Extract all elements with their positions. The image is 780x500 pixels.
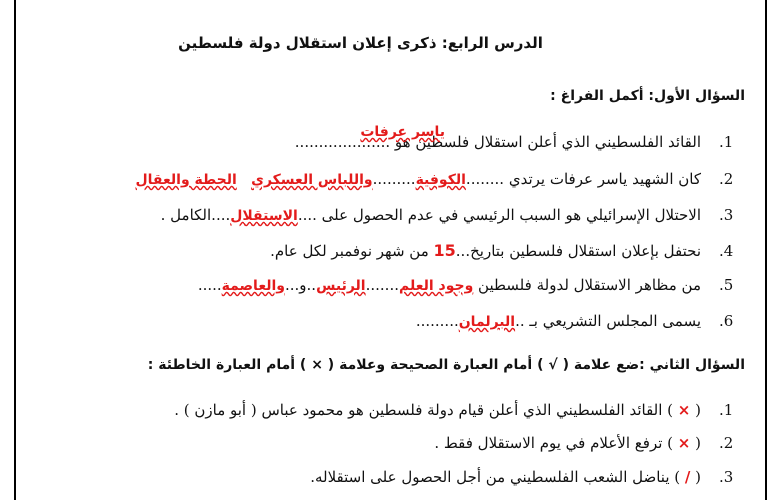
item-number: .3: [719, 468, 734, 486]
blank-dots: ....................: [294, 133, 391, 151]
item-number: .2: [719, 434, 734, 452]
q1-item-5-answer-2: الرئيس: [316, 278, 366, 294]
item-text: ترفع الأعلام في يوم الاستقلال فقط .: [434, 434, 663, 452]
item-text: الاحتلال الإسرائيلي هو السبب الرئيسي في عدم الحصول على: [316, 206, 701, 224]
q1-item-3: .3الاحتلال الإسرائيلي هو السبب الرئيسي في عدم الحصول على ....الاستقلال....الكامل .: [36, 206, 745, 224]
q1-item-4-answer: 15: [433, 241, 456, 260]
q2-item-3: .3( / ) يناضل الشعب الفلسطيني من أجل الحصول على استقلاله.: [36, 468, 745, 486]
item-number: .3: [719, 206, 734, 224]
item-number: .6: [719, 312, 734, 330]
item-number: .5: [719, 276, 734, 294]
q2-item-2: .2( × ) ترفع الأعلام في يوم الاستقلال فقط .: [36, 434, 745, 452]
item-text: يناضل الشعب الفلسطيني من أجل الحصول على استقلاله.: [310, 468, 670, 486]
item-trail: من شهر نوفمبر لكل عام.: [270, 242, 434, 260]
q1-item-2: .2كان الشهيد ياسر عرفات يرتدي ........الكوفية.........واللباس العسكري الحطة والعقال: [36, 170, 745, 188]
q1-item-2-answer-2: واللباس العسكري: [251, 172, 373, 188]
item-text: نحتفل بإعلان استقلال فلسطين بتاريخ: [470, 242, 701, 260]
item-number: .2: [719, 170, 734, 188]
q1-item-2-answer-1: الكوفية: [415, 172, 466, 188]
item-number: .4: [719, 242, 734, 260]
q1-item-2-answer-3: الحطة والعقال: [135, 172, 237, 188]
question-1-heading: السؤال الأول: أكمل الفراغ :: [550, 88, 745, 104]
question-2-heading: السؤال الثاني :ضع علامة ( √ ) أمام العبارة الصحيحة وعلامة ( × ) أمام العبارة الخاطئة :: [147, 357, 745, 373]
answer-mark: ×: [677, 401, 691, 419]
blank-dots: ........: [465, 170, 505, 188]
q1-item-3-answer: الاستقلال: [230, 208, 298, 224]
item-trail: الكامل .: [160, 206, 212, 224]
item-number: .1: [719, 401, 734, 419]
answer-mark: /: [684, 468, 691, 486]
q1-item-5-answer-1: وجود العلم: [399, 278, 474, 294]
q2-item-1: .1( × ) القائد الفلسطيني الذي أعلن قيام دولة فلسطين هو محمود عباس ( أبو مازن ) .: [36, 401, 745, 419]
q1-item-4: .4نحتفل بإعلان استقلال فلسطين بتاريخ...15 من شهر نوفمبر لكل عام.: [36, 241, 745, 260]
item-text: من مظاهر الاستقلال لدولة فلسطين: [473, 276, 701, 294]
q1-item-6: .6يسمى المجلس التشريعي بـ ..البرلمان.........: [36, 312, 745, 330]
item-number: .1: [719, 133, 734, 151]
q1-item-5-answer-3: والعاصمة: [221, 278, 285, 294]
item-text: القائد الفلسطيني الذي أعلن قيام دولة فلسطين هو محمود عباس ( أبو مازن ) .: [174, 401, 663, 419]
item-text: يسمى المجلس التشريعي بـ: [524, 312, 701, 330]
q1-item-5: .5من مظاهر الاستقلال لدولة فلسطين وجود العلم.......الرئيس..و...والعاصمة.....: [36, 276, 745, 294]
q1-item-1-answer: ياسر عرفات: [360, 124, 445, 140]
answer-mark: ×: [677, 434, 691, 452]
lesson-title: الدرس الرابع: ذكرى إعلان استقلال دولة فلسطين: [178, 34, 543, 52]
item-text: القائد الفلسطيني الذي أعلن استقلال فلسطين هو: [390, 133, 701, 151]
worksheet: [16, 0, 765, 500]
q1-item-6-answer: البرلمان: [458, 314, 516, 330]
page-border-right: [765, 0, 767, 500]
item-text: كان الشهيد ياسر عرفات يرتدي: [504, 170, 701, 188]
